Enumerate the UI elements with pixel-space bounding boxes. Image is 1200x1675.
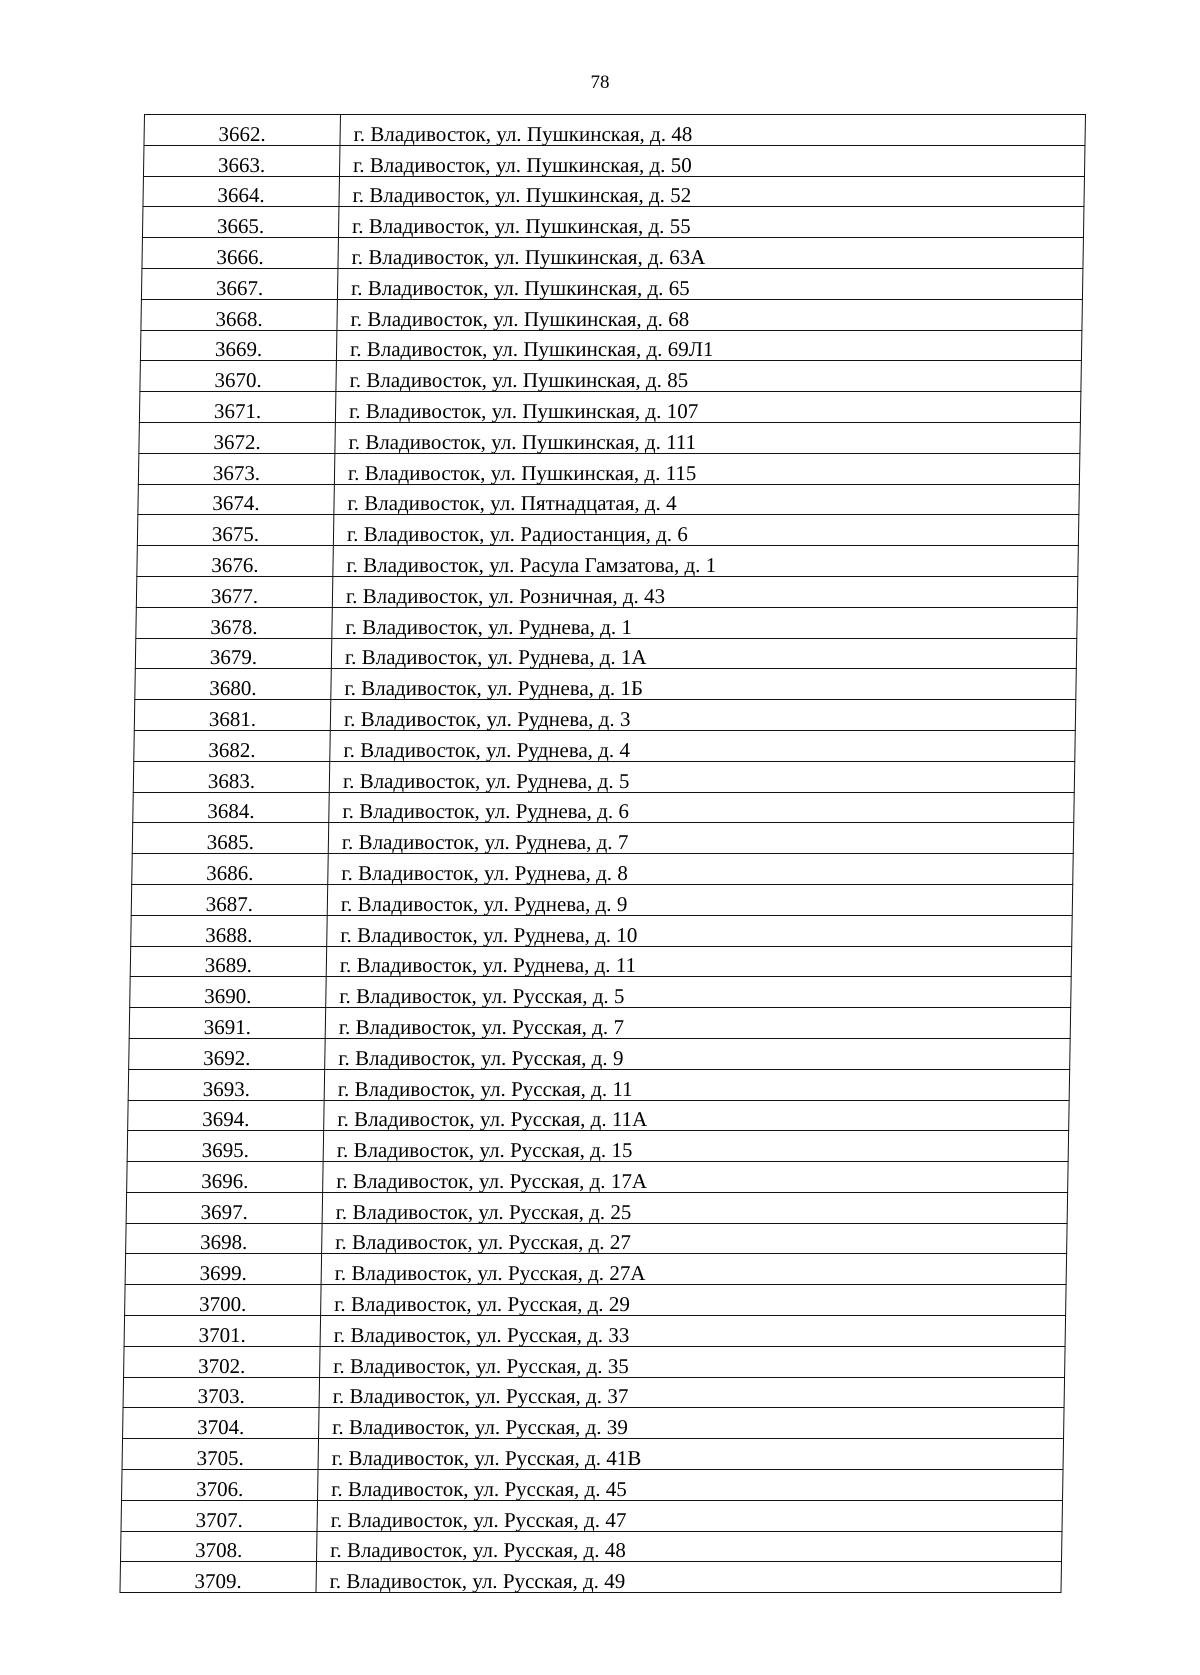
table-row bbox=[127, 1162, 1069, 1193]
address-cell: г. Владивосток, ул. Русская, д. 29 bbox=[321, 1285, 1067, 1316]
row-number-cell: 3682. bbox=[134, 730, 331, 761]
table-row bbox=[128, 1100, 1070, 1131]
row-number-cell: 3690. bbox=[130, 977, 327, 1008]
address-cell: г. Владивосток, ул. Русская, д. 48 bbox=[316, 1531, 1062, 1562]
table-row bbox=[132, 823, 1074, 854]
table-row bbox=[124, 1316, 1066, 1347]
row-number-cell: 3670. bbox=[140, 361, 337, 392]
row-number-cell: 3666. bbox=[142, 238, 339, 269]
address-cell: г. Владивосток, ул. Русская, д. 37 bbox=[319, 1377, 1065, 1408]
address-cell: г. Владивосток, ул. Пушкинская, д. 107 bbox=[335, 392, 1081, 423]
address-cell: г. Владивосток, ул. Русская, д. 45 bbox=[318, 1470, 1064, 1501]
table-row bbox=[132, 854, 1074, 885]
address-cell: г. Владивосток, ул. Русская, д. 27А bbox=[321, 1254, 1067, 1285]
address-cell: г. Владивосток, ул. Русская, д. 25 bbox=[322, 1192, 1068, 1223]
table-row bbox=[126, 1192, 1068, 1223]
row-number-cell: 3676. bbox=[137, 546, 334, 577]
table-row bbox=[136, 607, 1078, 638]
table-row bbox=[123, 1377, 1065, 1408]
address-cell: г. Владивосток, ул. Пушкинская, д. 63А bbox=[338, 238, 1084, 269]
table-row bbox=[143, 176, 1085, 207]
address-cell: г. Владивосток, ул. Русская, д. 41В bbox=[318, 1439, 1064, 1470]
address-cell: г. Владивосток, ул. Руднева, д. 4 bbox=[330, 730, 1076, 761]
row-number-cell: 3701. bbox=[124, 1316, 321, 1347]
page-number: 78 bbox=[590, 72, 610, 93]
row-number-cell: 3668. bbox=[141, 299, 338, 330]
address-cell: г. Владивосток, ул. Русская, д. 47 bbox=[317, 1500, 1063, 1531]
address-cell: г. Владивосток, ул. Пушкинская, д. 52 bbox=[339, 176, 1085, 207]
table-row bbox=[135, 669, 1077, 700]
row-number-cell: 3677. bbox=[136, 576, 333, 607]
table-row bbox=[136, 576, 1078, 607]
address-cell: г. Владивосток, ул. Руднева, д. 8 bbox=[328, 854, 1074, 885]
table-row bbox=[125, 1285, 1067, 1316]
address-cell: г. Владивосток, ул. Пятнадцатая, д. 4 bbox=[334, 484, 1080, 515]
address-cell: г. Владивосток, ул. Руднева, д. 10 bbox=[327, 915, 1073, 946]
table-row bbox=[125, 1254, 1067, 1285]
table-body bbox=[120, 115, 1086, 1593]
address-table bbox=[119, 114, 1086, 1593]
table-row bbox=[120, 1531, 1062, 1562]
row-number-cell: 3674. bbox=[138, 484, 335, 515]
row-number-cell: 3672. bbox=[139, 422, 336, 453]
row-number-cell: 3706. bbox=[122, 1470, 319, 1501]
row-number-cell: 3691. bbox=[129, 1008, 326, 1039]
row-number-cell: 3698. bbox=[126, 1223, 323, 1254]
address-cell: г. Владивосток, ул. Розничная, д. 43 bbox=[332, 576, 1078, 607]
table-row bbox=[144, 115, 1086, 146]
address-cell: г. Владивосток, ул. Русская, д. 27 bbox=[322, 1223, 1068, 1254]
row-number-cell: 3667. bbox=[141, 268, 338, 299]
table-row bbox=[137, 515, 1079, 546]
table-row bbox=[133, 792, 1075, 823]
table-row bbox=[141, 268, 1083, 299]
table-row bbox=[129, 1008, 1071, 1039]
table-row bbox=[126, 1223, 1068, 1254]
table-row bbox=[130, 946, 1072, 977]
row-number-cell: 3687. bbox=[131, 884, 328, 915]
table-row bbox=[139, 422, 1081, 453]
row-number-cell: 3699. bbox=[125, 1254, 322, 1285]
row-number-cell: 3685. bbox=[132, 823, 329, 854]
table-row bbox=[133, 761, 1075, 792]
row-number-cell: 3683. bbox=[133, 761, 330, 792]
table-row bbox=[138, 484, 1080, 515]
row-number-cell: 3692. bbox=[129, 1038, 326, 1069]
table-row bbox=[135, 638, 1077, 669]
address-cell: г. Владивосток, ул. Пушкинская, д. 48 bbox=[340, 115, 1086, 146]
table-row bbox=[130, 977, 1072, 1008]
address-cell: г. Владивосток, ул. Руднева, д. 3 bbox=[330, 700, 1076, 731]
row-number-cell: 3680. bbox=[135, 669, 332, 700]
address-cell: г. Владивосток, ул. Русская, д. 39 bbox=[319, 1408, 1065, 1439]
row-number-cell: 3707. bbox=[121, 1500, 318, 1531]
address-cell: г. Владивосток, ул. Пушкинская, д. 69Л1 bbox=[336, 330, 1082, 361]
address-cell: г. Владивосток, ул. Русская, д. 35 bbox=[320, 1346, 1066, 1377]
table-row bbox=[142, 238, 1084, 269]
address-cell: г. Владивосток, ул. Русская, д. 33 bbox=[320, 1316, 1066, 1347]
address-cell: г. Владивосток, ул. Руднева, д. 1 bbox=[332, 607, 1078, 638]
row-number-cell: 3662. bbox=[144, 115, 341, 146]
row-number-cell: 3664. bbox=[143, 176, 340, 207]
table-row bbox=[121, 1500, 1063, 1531]
address-cell: г. Владивосток, ул. Русская, д. 49 bbox=[316, 1562, 1062, 1593]
row-number-cell: 3709. bbox=[120, 1562, 317, 1593]
address-cell: г. Владивосток, ул. Руднева, д. 5 bbox=[329, 761, 1075, 792]
row-number-cell: 3675. bbox=[137, 515, 334, 546]
row-number-cell: 3702. bbox=[124, 1346, 321, 1377]
address-cell: г. Владивосток, ул. Русская, д. 5 bbox=[326, 977, 1072, 1008]
row-number-cell: 3704. bbox=[123, 1408, 320, 1439]
address-cell: г. Владивосток, ул. Руднева, д. 6 bbox=[329, 792, 1075, 823]
address-cell: г. Владивосток, ул. Руднева, д. 1Б bbox=[331, 669, 1077, 700]
table-row bbox=[134, 730, 1076, 761]
table-row bbox=[139, 392, 1081, 423]
table-row bbox=[141, 299, 1083, 330]
address-cell: г. Владивосток, ул. Пушкинская, д. 55 bbox=[338, 207, 1084, 238]
row-number-cell: 3671. bbox=[139, 392, 336, 423]
table-row bbox=[122, 1439, 1064, 1470]
table-row bbox=[142, 207, 1084, 238]
address-cell: г. Владивосток, ул. Пушкинская, д. 65 bbox=[337, 268, 1083, 299]
row-number-cell: 3679. bbox=[135, 638, 332, 669]
table-row bbox=[120, 1562, 1062, 1593]
row-number-cell: 3688. bbox=[131, 915, 328, 946]
address-cell: г. Владивосток, ул. Пушкинская, д. 115 bbox=[334, 453, 1080, 484]
address-cell: г. Владивосток, ул. Пушкинская, д. 68 bbox=[337, 299, 1083, 330]
table-row bbox=[122, 1470, 1064, 1501]
address-cell: г. Владивосток, ул. Русская, д. 15 bbox=[323, 1131, 1069, 1162]
address-cell: г. Владивосток, ул. Русская, д. 17А bbox=[323, 1162, 1069, 1193]
address-cell: г. Владивосток, ул. Русская, д. 11 bbox=[324, 1069, 1070, 1100]
row-number-cell: 3696. bbox=[127, 1162, 324, 1193]
row-number-cell: 3689. bbox=[130, 946, 327, 977]
table-row bbox=[124, 1346, 1066, 1377]
table-row bbox=[140, 361, 1082, 392]
row-number-cell: 3708. bbox=[120, 1531, 317, 1562]
table-row bbox=[140, 330, 1082, 361]
address-cell: г. Владивосток, ул. Руднева, д. 9 bbox=[327, 884, 1073, 915]
row-number-cell: 3697. bbox=[126, 1192, 323, 1223]
address-cell: г. Владивосток, ул. Радиостанция, д. 6 bbox=[333, 515, 1079, 546]
address-cell: г. Владивосток, ул. Руднева, д. 7 bbox=[328, 823, 1074, 854]
table-row bbox=[129, 1038, 1071, 1069]
row-number-cell: 3669. bbox=[140, 330, 337, 361]
table-row bbox=[143, 145, 1085, 176]
table-row bbox=[138, 453, 1080, 484]
table-row bbox=[128, 1069, 1070, 1100]
address-cell: г. Владивосток, ул. Пушкинская, д. 50 bbox=[339, 145, 1085, 176]
address-cell: г. Владивосток, ул. Расула Гамзатова, д. 1 bbox=[333, 546, 1079, 577]
row-number-cell: 3673. bbox=[138, 453, 335, 484]
row-number-cell: 3686. bbox=[132, 854, 329, 885]
address-cell: г. Владивосток, ул. Пушкинская, д. 85 bbox=[336, 361, 1082, 392]
row-number-cell: 3663. bbox=[143, 145, 340, 176]
row-number-cell: 3693. bbox=[128, 1069, 325, 1100]
table-row bbox=[137, 546, 1079, 577]
address-cell: г. Владивосток, ул. Руднева, д. 1А bbox=[331, 638, 1077, 669]
table-row bbox=[134, 700, 1076, 731]
row-number-cell: 3700. bbox=[125, 1285, 322, 1316]
address-cell: г. Владивосток, ул. Руднева, д. 11 bbox=[326, 946, 1072, 977]
row-number-cell: 3678. bbox=[136, 607, 333, 638]
row-number-cell: 3684. bbox=[133, 792, 330, 823]
row-number-cell: 3681. bbox=[134, 700, 331, 731]
row-number-cell: 3695. bbox=[127, 1131, 324, 1162]
address-cell: г. Владивосток, ул. Русская, д. 7 bbox=[325, 1008, 1071, 1039]
table-row bbox=[123, 1408, 1065, 1439]
row-number-cell: 3703. bbox=[123, 1377, 320, 1408]
table-row bbox=[127, 1131, 1069, 1162]
row-number-cell: 3694. bbox=[128, 1100, 325, 1131]
table-row bbox=[131, 884, 1073, 915]
address-cell: г. Владивосток, ул. Русская, д. 11А bbox=[324, 1100, 1070, 1131]
address-cell: г. Владивосток, ул. Русская, д. 9 bbox=[325, 1038, 1071, 1069]
row-number-cell: 3705. bbox=[122, 1439, 319, 1470]
table-row bbox=[131, 915, 1073, 946]
row-number-cell: 3665. bbox=[142, 207, 339, 238]
address-cell: г. Владивосток, ул. Пушкинская, д. 111 bbox=[335, 422, 1081, 453]
